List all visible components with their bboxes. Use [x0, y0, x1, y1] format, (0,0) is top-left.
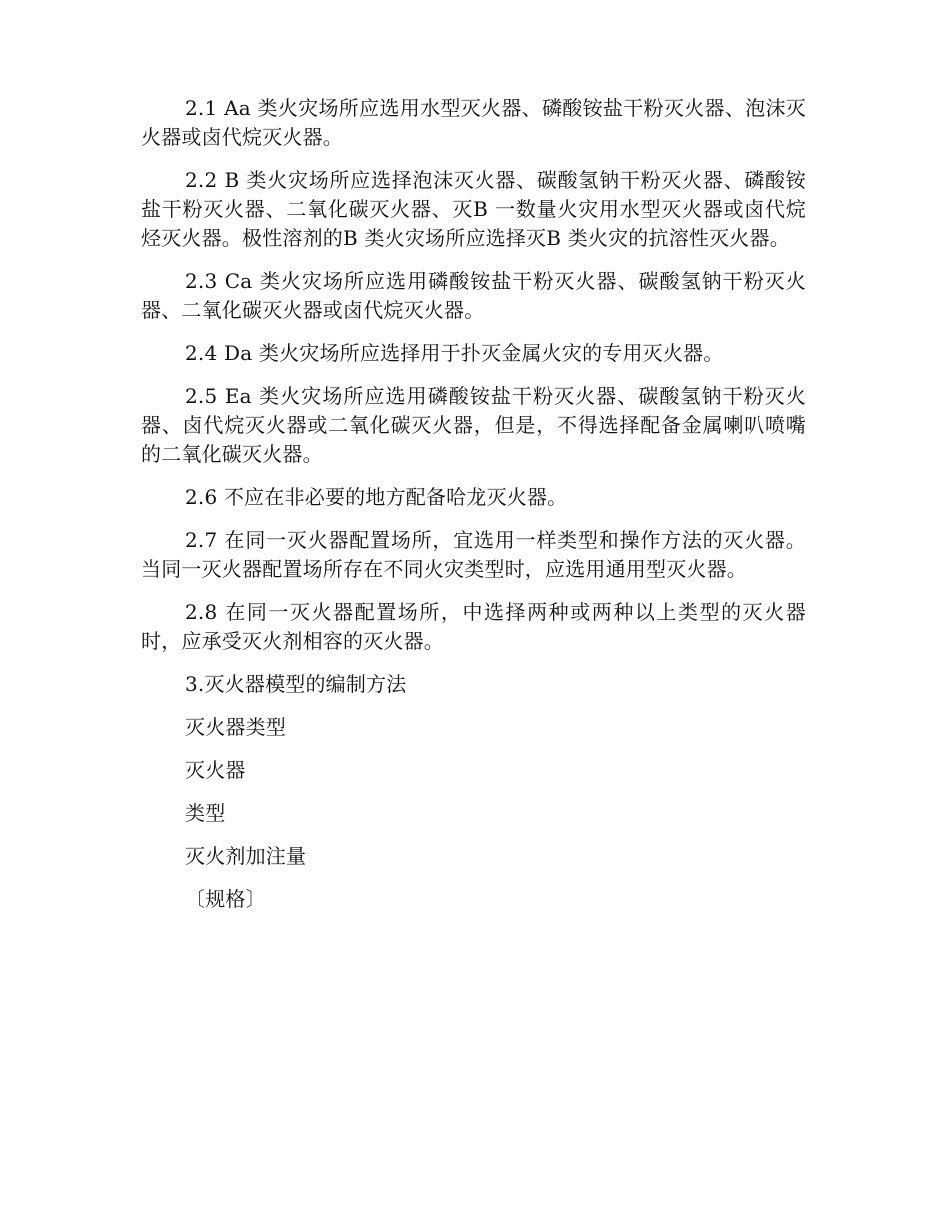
section-heading: 3.灭火器模型的编制方法: [185, 672, 407, 696]
paragraph-2-8: 2.8 在同一灭火器配置场所，中选择两种或两种以上类型的灭火器时，应承受灭火剂相容的灭火器。: [141, 600, 806, 653]
paragraph-2-7: 2.7 在同一灭火器配置场所，宜选用一样类型和操作方法的灭火器。当同一灭火器配置场所存在不同火灾类型时，应选用通用型灭火器。: [141, 528, 806, 581]
list-item: 灭火器: [185, 758, 246, 782]
document-page: [141, 94, 806, 928]
paragraph-2-2: 2.2 B 类火灾场所应选择泡沫灭火器、碳酸氢钠干粉灭火器、磷酸铵盐干粉灭火器、二氧化碳灭火器、灭B 一数量火灾用水型灭火器或卤代烷烃灭火器。极性溶剂的B 类火灾场所应选择灭B 类火灾的抗溶性灭火器。: [141, 168, 806, 250]
paragraph-2-6: 2.6 不应在非必要的地方配备哈龙灭火器。: [185, 485, 568, 509]
paragraph-2-1: 2.1 Aa 类火灾场所应选用水型灭火器、磷酸铵盐干粉灭火器、泡沫灭火器或卤代烷灭火器。: [141, 96, 806, 149]
list-item: 灭火剂加注量: [185, 844, 307, 868]
paragraph-2-3: 2.3 Ca 类火灾场所应选用磷酸铵盐干粉灭火器、碳酸氢钠干粉灭火器、二氧化碳灭火器或卤代烷灭火器。: [141, 269, 806, 322]
list-item: 灭火器类型: [185, 715, 286, 739]
paragraph-2-4: 2.4 Da 类火灾场所应选择用于扑灭金属火灾的专用灭火器。: [185, 341, 724, 365]
list-item: 〔规格〕: [185, 887, 266, 911]
list-item: 类型: [185, 801, 226, 825]
paragraph-2-5: 2.5 Ea 类火灾场所应选用磷酸铵盐干粉灭火器、碳酸氢钠干粉灭火器、卤代烷灭火器或二氧化碳灭火器，但是，不得选择配备金属喇叭喷嘴的二氧化碳灭火器。: [141, 384, 806, 466]
